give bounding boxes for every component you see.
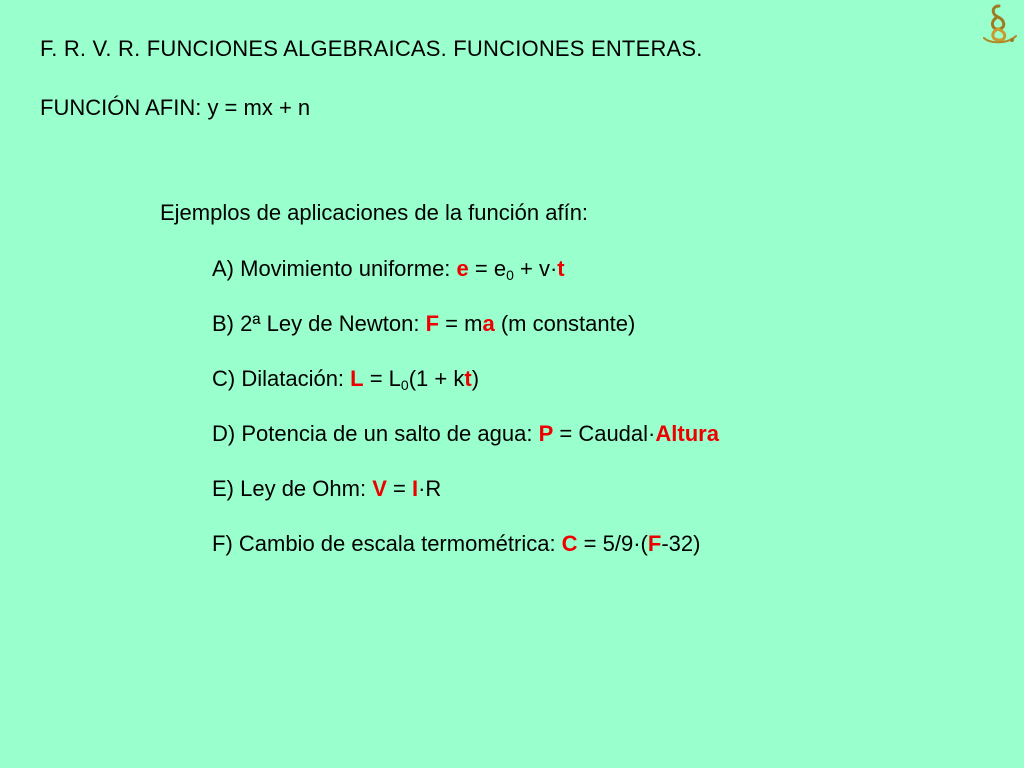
decorative-monogram-icon: [978, 2, 1020, 46]
formula-text: (1 + k: [408, 366, 465, 391]
example-formula: [426, 311, 636, 336]
formula-text: = Caudal·: [553, 421, 656, 446]
formula-text: ): [471, 366, 480, 391]
example-label: E) Ley de Ohm:: [212, 476, 373, 501]
formula-variable: e: [456, 256, 469, 281]
formula-variable: F: [425, 311, 440, 336]
formula-text: = L: [363, 366, 401, 391]
example-label: A) Movimiento uniforme:: [212, 256, 457, 281]
formula-variable: P: [538, 421, 554, 446]
example-formula: [350, 366, 479, 391]
example-item: [212, 530, 719, 585]
formula-text: -32): [661, 531, 701, 556]
formula-text: 0: [506, 267, 514, 283]
formula-variable: C: [561, 531, 578, 556]
example-item: [212, 475, 719, 530]
formula-variable: F: [647, 531, 662, 556]
formula-variable: t: [464, 366, 472, 391]
formula-text: + v·: [513, 256, 558, 281]
example-item: [212, 255, 719, 310]
formula-variable: t: [557, 256, 565, 281]
example-item: [212, 365, 719, 420]
example-formula: [457, 256, 565, 281]
example-formula: [562, 531, 701, 556]
formula-text: = m: [439, 311, 483, 336]
example-formula: [539, 421, 719, 446]
slide-title: F. R. V. R. FUNCIONES ALGEBRAICAS. FUNCIONES ENTERAS.: [40, 36, 703, 61]
formula-variable: Altura: [655, 421, 719, 446]
formula-text: =: [386, 476, 412, 501]
formula-variable: a: [482, 311, 495, 336]
formula-variable: L: [350, 366, 364, 391]
formula-text: (m constante): [494, 311, 636, 336]
formula-text: = 5/9·(: [577, 531, 648, 556]
example-label: F) Cambio de escala termométrica:: [212, 531, 562, 556]
example-label: C) Dilatación:: [212, 366, 351, 391]
example-label: D) Potencia de un salto de agua:: [212, 421, 539, 446]
slide-subtitle: FUNCIÓN AFIN: y = mx + n: [40, 95, 311, 120]
example-item: [212, 310, 719, 365]
formula-variable: I: [411, 476, 419, 501]
examples-intro: Ejemplos de aplicaciones de la función afín:: [160, 200, 589, 225]
example-formula: [372, 476, 441, 501]
formula-variable: V: [372, 476, 387, 501]
examples-list: [212, 255, 719, 585]
formula-text: 0: [400, 377, 409, 393]
formula-text: ·R: [418, 476, 442, 501]
example-label: B) 2ª Ley de Newton:: [212, 311, 426, 336]
formula-text: = e: [468, 256, 507, 281]
example-item: [212, 420, 719, 475]
